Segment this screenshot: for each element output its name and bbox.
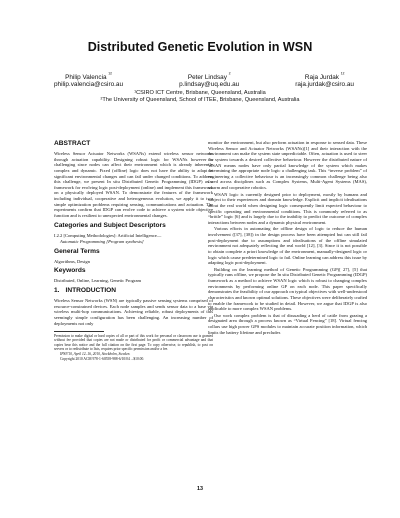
introduction-heading — [54, 287, 213, 295]
categories-heading: Categories and Subject Descriptors — [54, 221, 166, 229]
author-email: p.lindsay@uq.edu.au — [179, 81, 240, 89]
author-1 — [54, 72, 123, 89]
keywords-heading: Keywords — [54, 267, 86, 275]
right-column — [208, 140, 367, 336]
page-number: 13 — [197, 486, 203, 492]
body-paragraph: monitor the environment, but also perform actuation in response to sensed data. These Wireless Sensor and Actuator Networks (WSANs)[1] and their interaction with the environment can make the system state unpredictable. Often, actuation is used to steer the system towards a desired collective behaviour. However the distributed nature of WSAN means nodes have only partial knowledge of the system which makes determining the appropriate node logic a challenging task. This “inverse problem” of engineering a collective behaviour is an increasingly common challenge being also faced across disciplines such as Complex Systems, Multi-Agent Systems (MAS), swarm and cooperative robotics. — [208, 140, 367, 190]
copyright-footnote: Copyright 2010 ACM 978-1-60558-988-6/10/04 ...$10.00. — [60, 357, 145, 362]
author-marks: ² — [228, 72, 231, 78]
categories-line-2: Automatic Programming [Program synthesis] — [60, 239, 144, 245]
introduction-text: Wireless Sensor Networks (WSN) are typically passive sensing systems comprised of resource-constrained devices. Each node samples and sends sensor data to a base via wireless multi-hop communications. Achieving reliable, robust deployments of this seemingly simple configuration has been challenging. An increasing number of deployments not only — [54, 298, 213, 326]
permission-footnote: Permission to make digital or hard copies of all or part of this work for personal or classroom use is granted without fee provided that copies are not made or distributed for profit or commercial advantage and that copies bear this notice and the full citation on the first page. To copy otherwise, to republish, to post on servers or to redistribute to lists, requires prior specific permission and/or a fee. — [54, 334, 213, 351]
author-name: Raja Jurdak — [304, 74, 340, 82]
author-marks: ¹² — [108, 72, 112, 78]
venue-footnote: IPSN'10, April 12–16, 2010, Stockholm, Sweden. — [60, 352, 131, 357]
section-number: 1. — [54, 287, 60, 294]
affiliation-2: ²The University of Queensland, School of ITEE, Brisbane, Queensland, Australia — [100, 97, 300, 103]
body-paragraph: Various efforts in automating the offline design of logic to reduce the human involvement ([37], [38]) in the design process have been attempted but can still fail post-deployment due to assumptions and idealisations of the offline simulated environment not adequately reflecting the real world [12], [3]. Since it is not possible to obtain complete a priori knowledge of the environment, manually-designed logic or logic which cause predetermined logic to fail. Online learning can address this issue by adapting logic post-deployment. — [208, 226, 367, 266]
author-2 — [179, 72, 239, 89]
categories-line-1: I.2.2 [Computing Methodologies]: Artificial Intelligence— — [54, 232, 162, 238]
author-3 — [295, 72, 354, 89]
general-terms-heading: General Terms — [54, 247, 100, 255]
keywords-text: Distributed, Online, Learning, Genetic Program — [54, 278, 141, 284]
author-email: philip.valencia@csiro.au — [54, 81, 124, 89]
footnote-rule — [54, 331, 104, 332]
author-marks: ¹² — [340, 72, 345, 78]
left-column — [54, 140, 213, 363]
body-paragraph: Building on the learning method of Genetic Programming (GP)[ 27], [5] that typically runs offline, we propose the In situ Distributed Genetic Programming (IDGP) framework as a method to achieve WSAN logic which is robust to changing complex environments by performing online GP on each node. This paper specifically demonstrates the feasibility of our approach on typical objectives with well-understood characteristics and known optimal solutions. These objectives were deliberately crafted to enable the framework to be studied in detail. However, we argue that IDGP is also applicable to more complex WSAN problems. — [208, 266, 367, 312]
general-terms-text: Algorithms, Design — [54, 258, 90, 264]
abstract-heading: ABSTRACT — [54, 140, 91, 147]
section-title: INTRODUCTION — [65, 287, 117, 294]
paper-title: Distributed Genetic Evolution in WSN — [87, 40, 313, 54]
abstract-text: Wireless Sensor Actuator Networks (WSANs) extend wireless sensor networks through actuation capability. Designing robust logic for WSANs however is challenging since nodes can affect their environment which is already inherently complex and dynamic. Fixed (offline) logic does not have the ability to adapt to significant environmental changes and can fail under changed conditions. To address this challenge, we present In situ Distributed Genetic Programming (IDGP) as a framework for evolving logic post-deployment (online) and implement this framework on a physically deployed WSAN. To demonstrate the features of the framework including individual, cooperative and heterogeneous evolution, we apply it to two simple optimization problems requiring sensing, communications and actuation. The experiments confirm that IDGP can evolve code to achieve a system wide objective function and is resilient to unexpected environmental changes. — [54, 151, 213, 218]
affiliation-1: ¹CSIRO ICT Centre, Brisbane, Queensland, Australia — [134, 90, 266, 96]
author-name: Philip Valencia — [65, 74, 107, 82]
author-name: Peter Lindsay — [187, 74, 227, 82]
body-paragraph: Our work complex problem is that of dissuading a herd of cattle from grazing a designated area through a process known as “Virtual Fencing” [18]. Virtual fencing collars use high power GPS modules to maintain accurate position information, which limits the battery lifetime and precludes — [208, 312, 367, 335]
body-paragraph: WSAN logic is currently designed prior to deployment, mostly by humans and subject to their experiences and domain knowledge. Explicit and implicit idealisations about the real world when designing logic consequently limit expected behaviour to specific operating and environmental conditions. This is commonly referred to as “brittle” logic [6] and is largely due to the inability to predict the outcome of complex interactions between nodes and a dynamic physical environment. — [208, 191, 367, 225]
author-email: raja.jurdak@csiro.au — [295, 81, 354, 89]
author-block — [54, 72, 354, 89]
affiliations — [0, 90, 400, 104]
